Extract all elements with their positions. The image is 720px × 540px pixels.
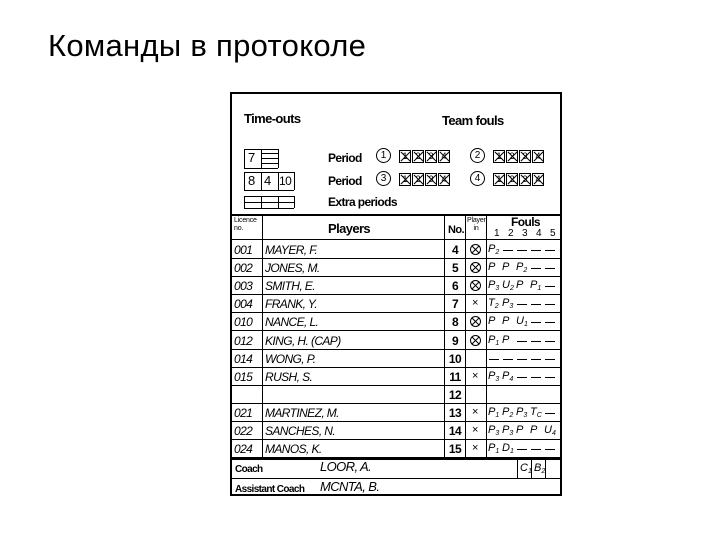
player-number: 9 (451, 333, 459, 348)
player-in-circled-mark (470, 335, 481, 346)
foul-entry: P (488, 315, 496, 328)
empty-foul-dash (531, 359, 541, 360)
player-in-cross-mark: × (472, 369, 479, 382)
player-name: FRANK, Y. (265, 297, 317, 312)
empty-foul-dash (517, 377, 527, 378)
empty-foul-dash (531, 304, 541, 305)
player-name: JONES, M. (265, 261, 320, 276)
coach-foul: $B_2$ (534, 462, 546, 475)
licence-number: 022 (234, 424, 253, 438)
player-name: SANCHES, N. (265, 424, 336, 438)
foul-column-number: 4 (536, 228, 541, 239)
period-number: 3 (376, 171, 391, 186)
player-number: 12 (448, 387, 462, 402)
foul-entry: P (502, 261, 510, 274)
foul-entry: $P_1$ (530, 279, 542, 293)
player-row (232, 259, 560, 277)
foul-entry: $T_C$ (530, 405, 542, 419)
scoresheet-team-section (230, 92, 562, 496)
coach-name: LOOR, A. (320, 459, 372, 474)
player-row (232, 241, 560, 259)
player-in-cross-mark: × (472, 424, 479, 436)
foul-entry: $P_3$ (502, 424, 514, 437)
player-number: 10 (448, 351, 462, 366)
foul-entry: $T_2$ (488, 297, 499, 311)
foul-entry: $P_1$ (488, 442, 500, 456)
period-label: Period (328, 151, 362, 165)
player-number: 13 (448, 405, 462, 420)
player-row (232, 404, 560, 422)
number-label: No. (448, 224, 464, 236)
player-in-circled-mark (470, 316, 481, 327)
timeout-value: 7 (248, 150, 255, 165)
foul-box-crossed: 1 (399, 150, 411, 163)
empty-foul-dash (545, 341, 555, 342)
empty-foul-dash (545, 449, 555, 450)
licence-number: 010 (234, 315, 253, 330)
foul-box-crossed: 2 (412, 150, 424, 163)
empty-foul-dash (517, 449, 527, 450)
player-row (232, 313, 560, 331)
empty-foul-dash (545, 268, 555, 269)
empty-foul-dash (503, 359, 513, 360)
foul-column-number: 2 (508, 228, 513, 239)
foul-box-crossed: 4 (532, 173, 544, 186)
foul-entry: $U_2$ (502, 279, 514, 293)
licence-number: 024 (234, 442, 253, 457)
assistant-coach-name: MCNTA, B. (320, 479, 380, 494)
foul-box-crossed: 3 (425, 150, 437, 163)
timeout-value: 8 (248, 173, 255, 188)
player-in-circled-mark (470, 244, 481, 255)
empty-foul-dash (517, 250, 527, 251)
foul-box-crossed: 3 (519, 173, 531, 186)
empty-foul-dash (545, 304, 555, 305)
player-number: 6 (451, 279, 459, 294)
empty-foul-dash (489, 359, 499, 360)
foul-box-crossed: 3 (519, 150, 531, 163)
foul-entry: $U_4$ (544, 424, 556, 437)
empty-foul-dash (545, 359, 555, 360)
foul-entry: P (516, 279, 524, 292)
foul-box-crossed: 1 (493, 173, 505, 186)
player-row (232, 368, 560, 386)
player-name: KING, H. (CAP) (265, 333, 341, 348)
foul-entry: P (530, 424, 538, 436)
period-number: 4 (470, 171, 485, 186)
licence-number: 014 (234, 351, 253, 366)
player-in-cross-mark: × (472, 442, 479, 455)
foul-entry: $P_3$ (516, 405, 528, 419)
player-name: RUSH, S. (265, 369, 313, 384)
player-number: 4 (451, 243, 459, 257)
licence-number: 012 (234, 333, 253, 348)
timeouts-label: Time-outs (244, 111, 301, 126)
licence-number: 004 (234, 297, 253, 312)
player-number: 5 (451, 261, 459, 276)
foul-entry: $P_1$ (488, 405, 500, 419)
slide-title: Команды в протоколе (48, 28, 367, 63)
player-number: 11 (449, 369, 461, 384)
empty-foul-dash (531, 250, 541, 251)
foul-entry: $P_3$ (502, 297, 514, 311)
empty-foul-dash (517, 359, 527, 360)
timeout-value: 4 (264, 173, 271, 188)
timeout-value: 10 (279, 174, 292, 188)
empty-foul-dash (531, 377, 541, 378)
foul-entry: $P_3$ (488, 369, 500, 383)
player-row (232, 350, 560, 368)
foul-box-crossed: 2 (506, 173, 518, 186)
foul-entry: $P_2$ (488, 243, 500, 256)
foul-entry: $P_1$ (488, 333, 500, 347)
foul-entry: $P_4$ (502, 369, 514, 383)
empty-foul-dash (517, 304, 527, 305)
player-row (232, 277, 560, 295)
empty-foul-dash (531, 449, 541, 450)
empty-foul-dash (517, 341, 527, 342)
foul-entry: $P_2$ (502, 405, 514, 419)
empty-foul-dash (531, 341, 541, 342)
player-row (232, 386, 560, 404)
player-name: NANCE, L. (265, 315, 319, 330)
assistant-coach-label: Assistant Coach (235, 484, 305, 495)
player-name: MAYER, F. (265, 243, 318, 257)
player-number: 7 (451, 297, 459, 312)
player-row (232, 332, 560, 350)
player-in-cross-mark: × (472, 405, 479, 418)
licence-label: Licence no. (234, 217, 257, 232)
player-number: 15 (448, 442, 462, 457)
foul-box-crossed: 4 (438, 150, 450, 163)
foul-box-crossed: 4 (532, 150, 544, 163)
player-row (232, 440, 560, 458)
foul-column-number: 3 (522, 228, 527, 239)
foul-box-crossed: 1 (493, 150, 505, 163)
foul-box-crossed: 2 (506, 150, 518, 163)
players-label: Players (328, 221, 371, 236)
foul-box-crossed: 4 (438, 173, 450, 186)
period-number: 2 (470, 148, 485, 163)
coach-label: Coach (235, 464, 263, 475)
player-name: WONG, P. (265, 351, 316, 366)
empty-foul-dash (545, 322, 555, 323)
foul-box-crossed: 3 (425, 173, 437, 186)
player-row (232, 295, 560, 313)
fouls-label: Fouls (511, 215, 540, 229)
foul-entry: P (502, 333, 510, 346)
foul-box-crossed: 1 (399, 173, 411, 186)
licence-number: 003 (234, 279, 253, 294)
player-row (232, 422, 560, 440)
player-in-cross-mark: × (472, 297, 479, 310)
foul-entry: $U_1$ (516, 315, 528, 329)
empty-foul-dash (531, 268, 541, 269)
foul-entry: P (516, 424, 524, 436)
foul-entry: $P_3$ (488, 279, 500, 293)
empty-foul-dash (545, 286, 555, 287)
empty-foul-dash (531, 322, 541, 323)
foul-box-crossed: 2 (412, 173, 424, 186)
foul-entry: P (502, 315, 510, 328)
empty-foul-dash (545, 250, 555, 251)
empty-foul-dash (503, 250, 513, 251)
foul-entry: $D_1$ (502, 442, 514, 456)
player-in-circled-mark (470, 280, 481, 291)
player-name: SMITH, E. (265, 279, 315, 294)
player-number: 14 (448, 424, 462, 438)
empty-foul-dash (545, 377, 555, 378)
licence-number: 021 (234, 405, 253, 420)
licence-number: 015 (234, 369, 253, 384)
foul-entry: P (488, 261, 496, 274)
period-number: 1 (376, 148, 391, 163)
foul-entry: $P_3$ (488, 424, 500, 437)
extra-periods-label: Extra periods (328, 195, 397, 209)
coach-foul: $C_1$ (520, 462, 532, 475)
period-label: Period (328, 174, 362, 188)
empty-foul-dash (545, 413, 555, 414)
foul-column-number: 1 (494, 228, 499, 239)
foul-column-number: 5 (550, 228, 555, 239)
licence-number: 001 (234, 243, 253, 257)
team-fouls-label: Team fouls (442, 113, 504, 128)
player-name: MARTINEZ, M. (265, 405, 339, 420)
player-name: MANOS, K. (265, 442, 322, 457)
player-number: 8 (451, 315, 459, 330)
player-in-circled-mark (470, 262, 481, 273)
foul-entry: $P_2$ (516, 261, 528, 275)
player-in-label: Player in (467, 217, 486, 232)
licence-number: 002 (234, 261, 253, 276)
